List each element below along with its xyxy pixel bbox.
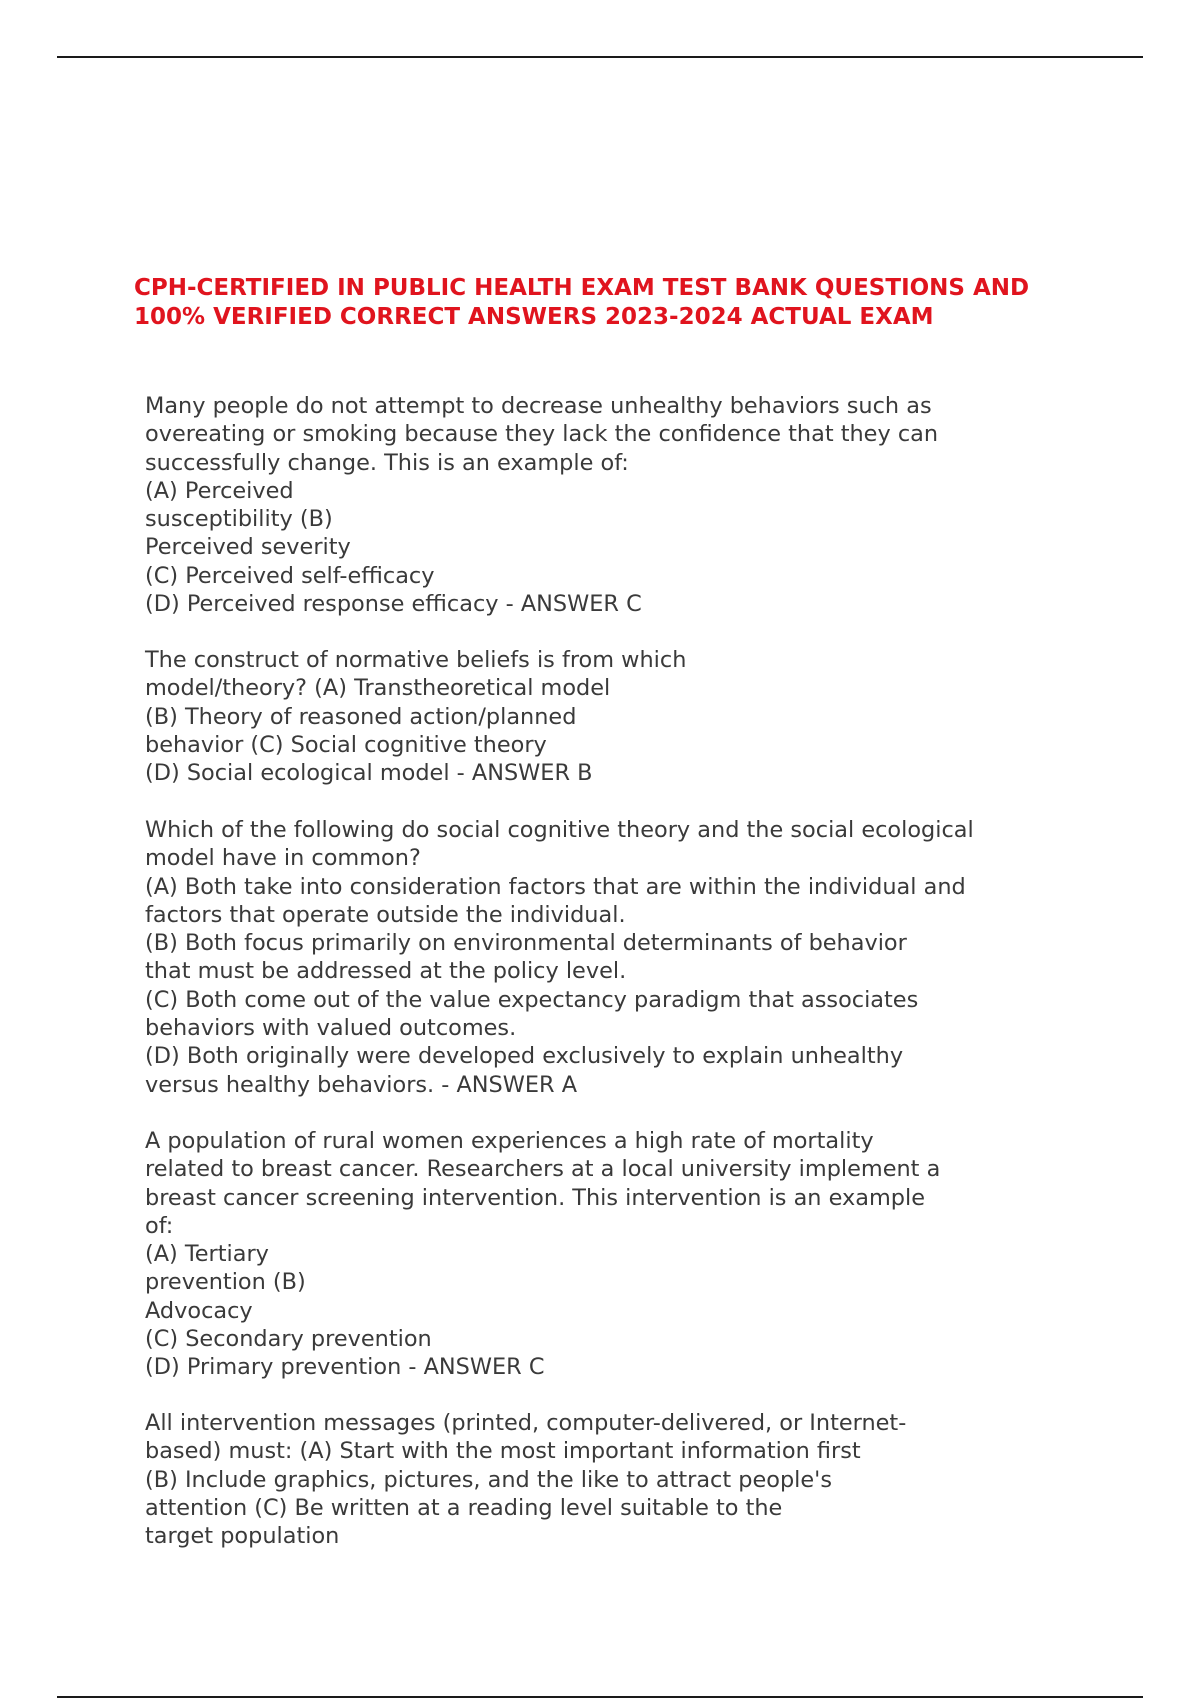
question-line: Which of the following do social cognitive theory and the social ecological — [145, 817, 974, 843]
option-line: (B) Both focus primarily on environmental determinants of behavior — [145, 930, 907, 957]
question-line: All intervention messages (printed, computer-delivered, or Internet- — [145, 1410, 907, 1436]
question-line: related to breast cancer. Researchers at a local university implement a — [145, 1156, 941, 1183]
top-rule — [57, 56, 1143, 58]
question-line: model/theory? (A) Transtheoretical model — [145, 675, 611, 702]
question-block — [145, 1409, 1045, 1550]
question-line: of: — [145, 1212, 174, 1239]
option-line: behaviors with valued outcomes. — [145, 1015, 517, 1042]
option-line: (C) Secondary prevention — [145, 1326, 432, 1353]
question-block — [145, 816, 1045, 1099]
option-line: factors that operate outside the individual. — [145, 901, 626, 928]
option-line: (A) Tertiary — [145, 1241, 269, 1268]
question-line: The construct of normative beliefs is from which — [145, 647, 687, 673]
option-line: behavior (C) Social cognitive theory — [145, 731, 547, 758]
option-line: Advocacy — [145, 1297, 253, 1324]
option-line: (B) Include graphics, pictures, and the like to attract people's — [145, 1466, 832, 1493]
option-line: target population — [145, 1523, 340, 1550]
document-title — [134, 274, 1114, 332]
option-line: (A) Perceived — [145, 477, 294, 504]
question-line: Many people do not attempt to decrease unhealthy behaviors such as — [145, 393, 932, 419]
answer-line: (D) Primary prevention - ANSWER C — [145, 1354, 545, 1381]
question-line: breast cancer screening intervention. This intervention is an example — [145, 1184, 925, 1211]
title-line: CPH-CERTIFIED IN PUBLIC HEALTH EXAM TEST BANK QUESTIONS AND — [134, 275, 1030, 301]
bottom-rule — [57, 1696, 1143, 1698]
option-line: that must be addressed at the policy level. — [145, 958, 627, 985]
question-line: based) must: (A) Start with the most important information first — [145, 1438, 861, 1465]
option-line: (D) Both originally were developed exclusively to explain unhealthy — [145, 1043, 904, 1070]
question-block — [145, 1127, 1045, 1382]
option-line: attention (C) Be written at a reading level suitable to the — [145, 1494, 783, 1521]
answer-line: (D) Social ecological model - ANSWER B — [145, 760, 593, 787]
question-block — [145, 646, 1045, 787]
option-line: (C) Perceived self-efficacy — [145, 562, 435, 589]
option-line: Perceived severity — [145, 534, 351, 561]
option-line: (A) Both take into consideration factors that are within the individual and — [145, 873, 966, 900]
option-line: (C) Both come out of the value expectancy paradigm that associates — [145, 986, 919, 1013]
question-line: successfully change. This is an example of: — [145, 449, 629, 476]
answer-line: (D) Perceived response efficacy - ANSWER C — [145, 591, 642, 618]
question-block — [145, 392, 1045, 618]
option-line: (B) Theory of reasoned action/planned — [145, 703, 577, 730]
question-line: A population of rural women experiences a high rate of mortality — [145, 1128, 874, 1154]
title-line: 100% VERIFIED CORRECT ANSWERS 2023-2024 ACTUAL EXAM — [134, 304, 934, 330]
option-line: prevention (B) — [145, 1269, 306, 1296]
answer-line: versus healthy behaviors. - ANSWER A — [145, 1071, 578, 1098]
question-line: overeating or smoking because they lack the confidence that they can — [145, 421, 939, 448]
question-line: model have in common? — [145, 845, 421, 872]
option-line: susceptibility (B) — [145, 506, 333, 533]
